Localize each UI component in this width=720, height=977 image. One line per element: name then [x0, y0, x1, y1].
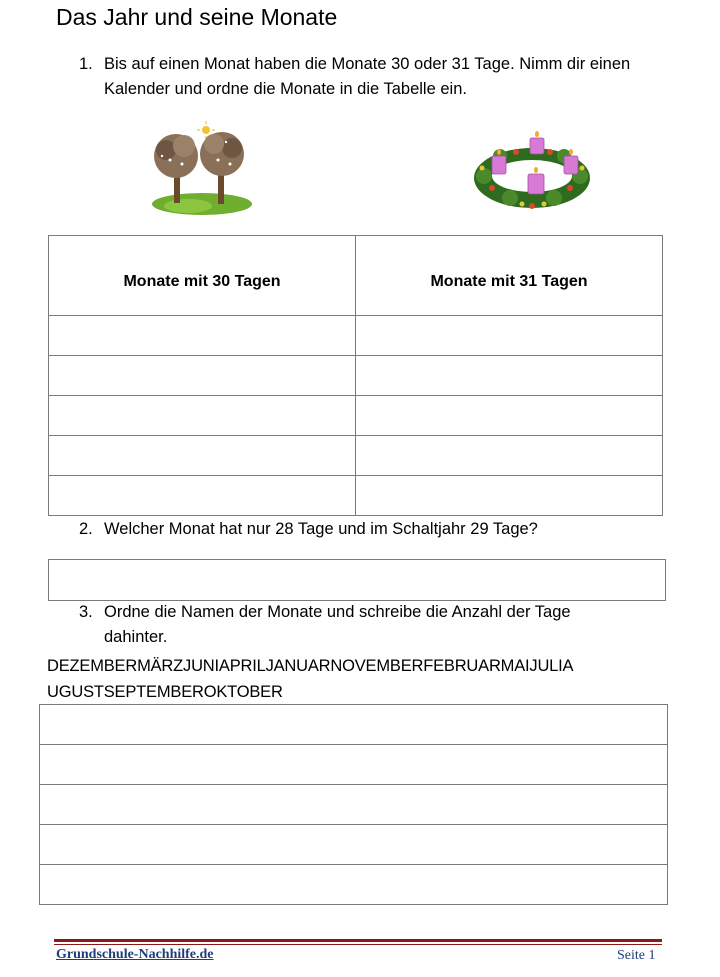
- question-3-number: 3.: [79, 603, 93, 621]
- answer-line[interactable]: [40, 705, 668, 745]
- header-31-days: Monate mit 31 Tagen: [356, 236, 663, 316]
- page-title: Das Jahr und seine Monate: [56, 4, 338, 30]
- cell-30-days[interactable]: [49, 316, 356, 356]
- cell-31-days[interactable]: [356, 356, 663, 396]
- answer-line[interactable]: [40, 785, 668, 825]
- question-1: [0, 52, 720, 102]
- advent-wreath-icon: [470, 126, 594, 216]
- question-3: [0, 600, 720, 650]
- cell-30-days[interactable]: [49, 396, 356, 436]
- question-2-number: 2.: [79, 520, 93, 538]
- cell-31-days[interactable]: [356, 396, 663, 436]
- answer-lines-table: [39, 704, 668, 905]
- question-2-text: Welcher Monat hat nur 28 Tage und im Schaltjahr 29 Tage?: [104, 520, 538, 538]
- question-3-line2: dahinter.: [104, 628, 168, 646]
- question-3-line1: Ordne die Namen der Monate und schreibe die Anzahl der Tage: [104, 603, 571, 621]
- cell-30-days[interactable]: [49, 436, 356, 476]
- scrambled-letters-line2: UGUSTSEPTEMBEROKTOBER: [47, 683, 283, 701]
- scrambled-letters: [47, 653, 667, 705]
- cell-31-days[interactable]: [356, 316, 663, 356]
- answer-line[interactable]: [40, 825, 668, 865]
- cell-31-days[interactable]: [356, 476, 663, 516]
- cell-31-days[interactable]: [356, 436, 663, 476]
- header-30-days: Monate mit 30 Tagen: [49, 236, 356, 316]
- question-1-number: 1.: [79, 55, 93, 73]
- footer-site-link[interactable]: Grundschule-Nachhilfe.de: [56, 947, 214, 962]
- months-table: [48, 235, 663, 516]
- footer-rule: [54, 939, 662, 942]
- spring-trees-icon: [148, 120, 254, 216]
- answer-line[interactable]: [40, 745, 668, 785]
- answer-line[interactable]: [40, 865, 668, 905]
- scrambled-letters-line1: DEZEMBERMÄRZJUNIAPRILJANUARNOVEMBERFEBRUARMAIJULIA: [47, 657, 574, 675]
- question-2: [0, 517, 720, 542]
- question-1-line2: Kalender und ordne die Monate in die Tabelle ein.: [104, 80, 467, 98]
- footer-page-number: Seite 1: [617, 948, 656, 963]
- answer-box-q2[interactable]: [48, 559, 666, 601]
- footer-rule-thin: [54, 944, 662, 945]
- question-1-line1: Bis auf einen Monat haben die Monate 30 oder 31 Tage. Nimm dir einen: [104, 55, 631, 73]
- cell-30-days[interactable]: [49, 476, 356, 516]
- cell-30-days[interactable]: [49, 356, 356, 396]
